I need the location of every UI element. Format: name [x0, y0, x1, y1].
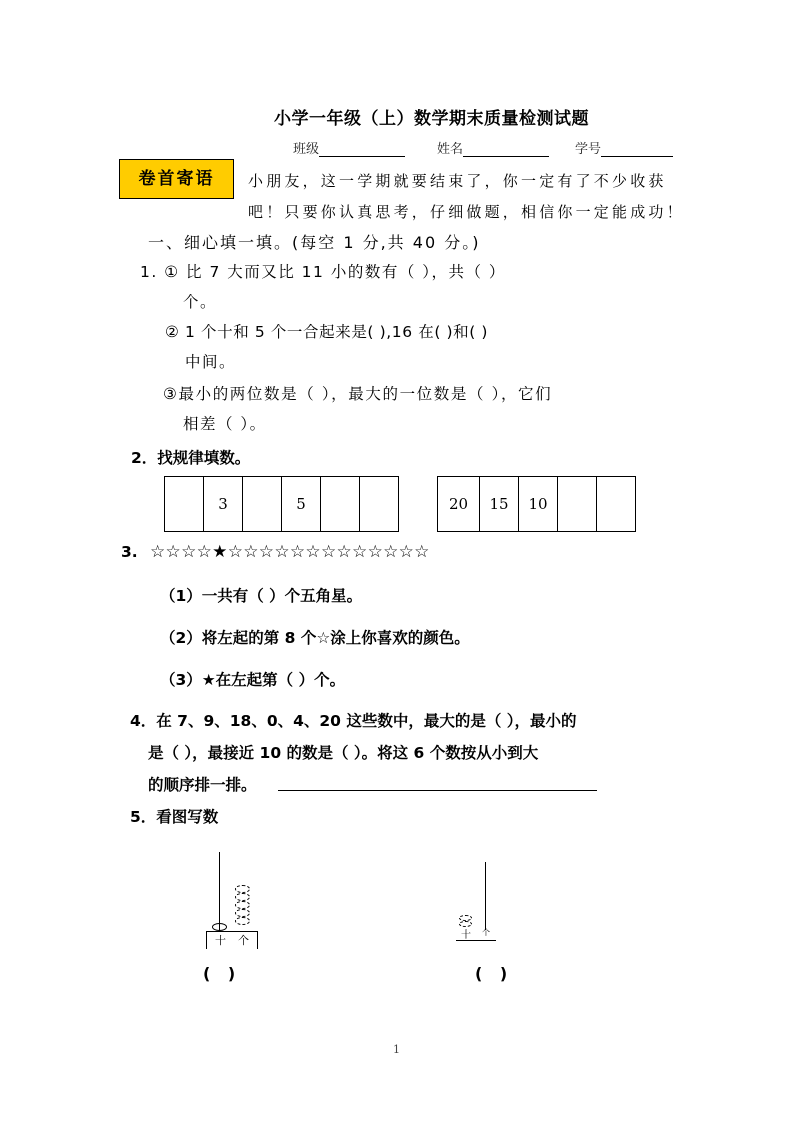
seq-cell[interactable]: [243, 477, 282, 532]
foreword-message-line2: 吧！只要你认真思考，仔细做题，相信你一定能成功！: [248, 203, 685, 221]
seq-cell: 3: [204, 477, 243, 532]
foreword-banner: 卷首寄语: [119, 159, 234, 199]
class-label: 班级: [293, 142, 320, 157]
q5-heading: 5．看图写数: [130, 808, 219, 826]
q1-line2b: 中间。: [185, 353, 237, 371]
ones-label: 个: [482, 928, 490, 937]
seq-cell: 20: [438, 477, 480, 532]
seq-cell: 15: [480, 477, 519, 532]
page-title: 小学一年级（上）数学期末质量检测试题: [274, 109, 589, 129]
foreword-message-line1: 小朋友，这一学期就要结束了，你一定有了不少收获: [248, 172, 667, 190]
seq-cell: 5: [282, 477, 321, 532]
student-id-label: 学号: [575, 142, 602, 157]
q3-number: 3.: [121, 543, 138, 561]
star-row: ☆☆☆☆★☆☆☆☆☆☆☆☆☆☆☆☆☆: [150, 542, 430, 562]
seq-cell[interactable]: [165, 477, 204, 532]
student-id-field: [575, 138, 673, 157]
ones-bead: [235, 901, 250, 909]
abacus-base: [206, 931, 258, 949]
tens-rod: [219, 852, 220, 931]
q4-line2: 是（ ），最接近 10 的数是（ ）。将这 6 个数按从小到大: [148, 744, 539, 762]
ones-label: 个: [238, 934, 249, 947]
abacus-left-answer[interactable]: ( ): [203, 964, 242, 983]
seq-cell[interactable]: [597, 477, 636, 532]
ones-bead: [235, 917, 250, 925]
ones-bead: [235, 885, 250, 893]
q1-line2: ② 1 个十和 5 个一合起来是( ),16 在( )和( ): [165, 323, 489, 341]
seq-cell: 10: [519, 477, 558, 532]
q3-sub2: （2）将左起的第 8 个☆涂上你喜欢的颜色。: [160, 629, 470, 647]
sequence-table-right: [437, 476, 636, 532]
sequence-table-left: [164, 476, 399, 532]
section-heading: 一、细心填一填。(每空 1 分,共 40 分。): [148, 233, 481, 252]
q3-sub3: （3）★在左起第（ ）个。: [160, 671, 346, 689]
q4-answer-line[interactable]: [278, 790, 597, 791]
student-id-input[interactable]: [601, 142, 673, 157]
seq-cell[interactable]: [558, 477, 597, 532]
seq-cell[interactable]: [321, 477, 360, 532]
name-field: [437, 138, 549, 157]
ones-rod: [485, 862, 486, 930]
abacus-right-answer[interactable]: ( ): [475, 964, 514, 983]
class-input[interactable]: [319, 142, 405, 157]
q4-line3: 的顺序排一排。: [148, 776, 257, 794]
q3-sub1: （1）一共有（ ）个五角星。: [160, 587, 363, 605]
page-number: 1: [393, 1043, 400, 1056]
tens-bead: [212, 923, 227, 931]
q4-line1: 4．在 7、9、18、0、4、20 这些数中，最大的是（ ），最小的: [130, 712, 577, 730]
q1-line3: ③最小的两位数是（ ），最大的一位数是（ ），它们: [163, 385, 553, 403]
seq-cell[interactable]: [360, 477, 399, 532]
name-label: 姓名: [437, 142, 464, 157]
tens-label: 十: [461, 930, 471, 941]
ones-bead: [235, 909, 250, 917]
q1-line3b: 相差（ ）。: [183, 415, 267, 433]
q2-heading: 2．找规律填数。: [131, 449, 251, 467]
ones-bead: [235, 893, 250, 901]
name-input[interactable]: [463, 142, 549, 157]
abacus-base: [456, 940, 496, 941]
q1-line1b: 个。: [183, 293, 218, 311]
q1-line1: 1. ① 比 7 大而又比 11 小的数有（ ），共（ ）: [140, 263, 506, 281]
tens-label: 十: [215, 934, 226, 947]
class-field: [293, 138, 405, 157]
